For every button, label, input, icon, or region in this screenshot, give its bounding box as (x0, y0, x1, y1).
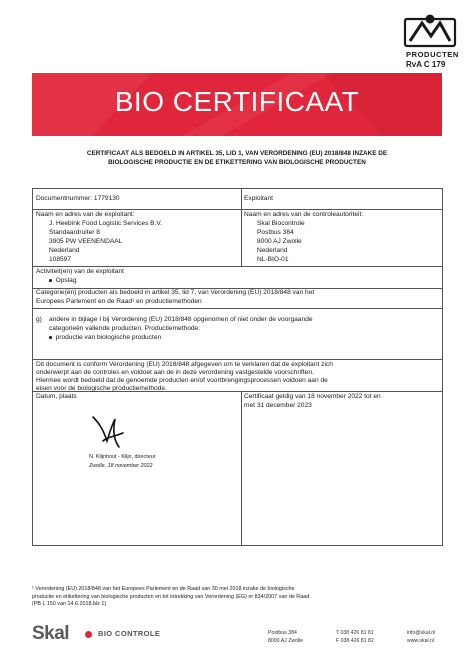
footer-contact (407, 629, 435, 645)
heading-line-1: CERTIFICAAT ALS BEDOELD IN ARTIKEL 35, LID 1, VAN VERORDENING (EU) 2018/848 INZAKE DE (86, 150, 388, 157)
authority-postbox: Postbus 384 (257, 229, 294, 236)
conformity-line-2: onderwerpt aan de controles en voldoet aan de in deze verordening vastgestelde voorschriften. (36, 369, 314, 376)
certificate-title: BIO CERTIFICAAT (114, 86, 360, 117)
row-divider (33, 308, 442, 309)
activities-label: Activiteit(en) van de exploitant (36, 268, 124, 275)
accreditation-mark-icon (402, 14, 458, 50)
item-g-line-1: andere in bijlage I bij Verordening (EU) 2018/848 opgenomen of niet onder de voorgaande (49, 316, 313, 323)
exploitant-label: Exploitant (244, 195, 273, 202)
footer-phones (336, 629, 374, 645)
validity-line-2: met 31 december 2023 (244, 402, 312, 409)
authority-postal: 8000 AJ Zwolle (257, 238, 302, 245)
activity-item (49, 277, 77, 286)
conformity-line-3: Hiermee wordt bedoeld dat de genoemde producten en/of voortbrengingsprocessen voldoen aan de (36, 377, 328, 384)
authority-code: NL-BIO-01 (257, 256, 289, 263)
footer-website[interactable]: www.skal.nl (407, 638, 435, 644)
brand-dot-icon (85, 631, 92, 638)
item-g-line-2: categorieën vallende producten. Productiemethode: (49, 325, 201, 332)
signature-icon (89, 411, 129, 451)
column-divider (241, 391, 242, 545)
footer-fax: F 038 426 81 82 (336, 638, 374, 644)
skal-subtitle: BIO CONTROLE (98, 629, 161, 638)
rva-accreditation-logo (400, 14, 460, 72)
method-text: productie van biologische producten (55, 334, 162, 341)
footnote-line-2: productie en etikettering van biologische producten en tot intrekking van Verordening (EG) nr 834/2007 van de Raad (32, 593, 310, 600)
footer-email[interactable]: info@skal.nl (407, 630, 436, 636)
operator-postal: 3905 PW VEENENDAAL (49, 238, 123, 245)
bullet-icon (49, 336, 52, 339)
operator-number: 108597 (49, 256, 72, 263)
footer-phone: T 038 426 81 81 (336, 630, 374, 636)
accreditation-code: RvA C 179 (406, 60, 446, 69)
activity-text: Opslag (55, 277, 77, 284)
operator-name: J. Heebink Food Logistic Services B.V. (49, 220, 163, 227)
item-letter: g) (36, 316, 42, 323)
operator-street: Standaardruiter 8 (49, 229, 100, 236)
signatory-place-date: Zwolle, 18 november 2022 (89, 463, 153, 469)
authority-label: Naam en adres van de controleautoriteit: (244, 211, 364, 218)
footer-address-line-2: 8000 AJ Zwolle (268, 638, 304, 644)
row-divider (33, 266, 442, 267)
validity-line-1: Certificaat geldig van 18 november 2022 tot en (244, 393, 381, 400)
conformity-line-1: Dit document is conform Verordening (EU) 2018/848 afgegeven om te verklaren dat de exploitant zich (36, 361, 333, 368)
operator-label: Naam en adres van de exploitant: (36, 211, 135, 218)
heading-line-2: BIOLOGISCHE PRODUCTIE EN DE ETIKETTERING VAN BIOLOGISCHE PRODUCTEN (108, 159, 366, 166)
authority-name: Skal Biocontrole (257, 220, 305, 227)
operator-country: Nederland (49, 247, 80, 254)
bullet-icon (49, 279, 52, 282)
row-divider (33, 359, 442, 360)
title-banner (32, 73, 442, 136)
date-place-label: Datum, plaats (36, 393, 77, 400)
row-divider (33, 209, 442, 210)
categories-line-2: Europees Parlement en de Raad¹ en productiemethoden (36, 298, 202, 305)
signatory-name: N. Klijnhout - Klijn, directeur (89, 454, 156, 460)
skal-wordmark: Skal (32, 623, 70, 644)
authority-country: Nederland (257, 247, 288, 254)
footer-address (268, 629, 303, 645)
conformity-line-4: eisen voor de biologische productiemethode. (36, 385, 167, 392)
footer-address-line-1: Postbus 384 (268, 630, 297, 636)
accreditation-label: PRODUCTEN (406, 50, 459, 59)
document-number: Documentnummer: 1779130 (36, 195, 120, 202)
footnote (32, 586, 309, 609)
footnote-line-3: (PB L 150 van 14.6.2018.blz 1) (32, 601, 107, 607)
footnote-line-1: ¹ Verordening (EU) 2018/848 van het Europees Parlement en de Raad van 30 mei 2018 inzake de biologische (32, 586, 295, 592)
regulation-heading (32, 149, 442, 167)
certificate-table (32, 188, 443, 546)
column-divider (241, 189, 242, 266)
categories-line-1: Categorie(ën) producten als bedoeld in artikel 35, lid 7, van Verordening (EU) 2018/848 van het (36, 289, 315, 296)
item-g-method (49, 334, 161, 343)
